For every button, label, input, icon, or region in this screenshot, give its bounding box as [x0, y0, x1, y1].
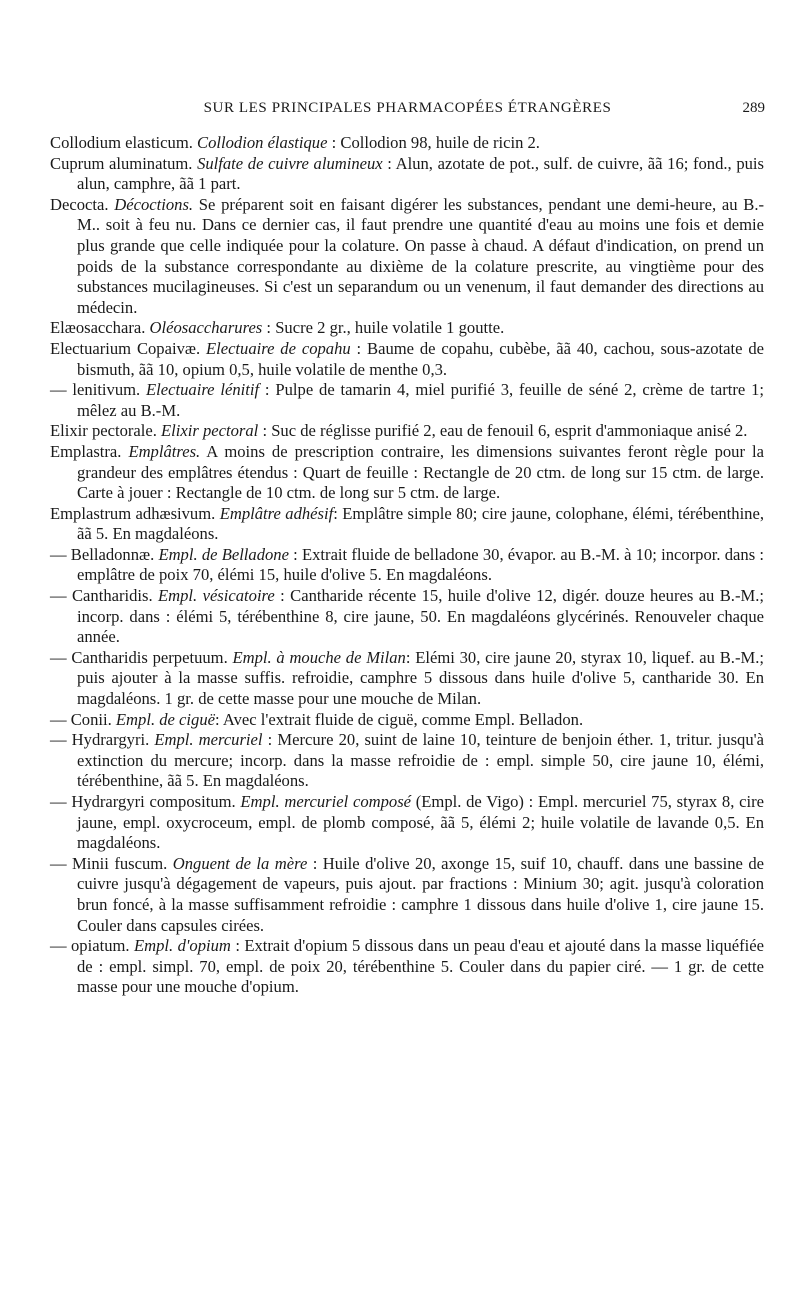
entry-text: : Elémi 30, cire jaune 20, styrax 10, liquef. au B.-M.; puis ajouter à la masse suffis. refroidie, camphre 5 dissous dans huile d'olive 5, cantharide 30. En magdaléons. 1 gr. de cette masse pour une mouche de Milan.: [77, 647, 764, 709]
entry-lead: Emplastra.: [50, 441, 129, 461]
page-body: [50, 133, 764, 998]
entry-french-name: Empl. d'opium: [133, 936, 231, 956]
entry-electuarium-copaivae: [50, 339, 764, 380]
entry-lead: — Cantharidis perpetuum.: [50, 647, 233, 667]
entry-emplastrum-adhaesivum: [50, 504, 764, 545]
entry-lead: — opiatum.: [50, 936, 134, 956]
entry-lead: — Conii.: [50, 709, 116, 729]
entry-hydrargyri-compositum: [50, 792, 764, 854]
entry-cantharidis: [50, 586, 764, 648]
entry-text: : Sucre 2 gr., huile volatile 1 goutte.: [262, 318, 505, 338]
entry-french-name: Empl. de Belladone: [158, 544, 289, 564]
page-header: [50, 98, 765, 122]
entry-lead: — Minii fuscum.: [50, 853, 173, 873]
entry-french-name: Empl. vésicatoire: [158, 586, 275, 606]
entry-collodium-elasticum: [50, 133, 764, 154]
entry-lead: Electuarium Copaivæ.: [50, 338, 206, 358]
entry-text: Se préparent soit en faisant digérer les substances, pendant une demi-heure, au B.-M.. soit à feu nu. Dans ce dernier cas, il faut prendre une quantité d'eau au moins une fois et demie plus grande que celle indiquée pour la colature. On passe à chaud. A défaut d'indication, on prend un poids de la substance correspondante au dixième de la colature prescrite, au vingtième pour des substances mucilagineuses. Si c'est un separandum ou un venenum, il faut demander des directions au médecin.: [77, 194, 764, 317]
entry-french-name: Emplâtre adhésif: [219, 503, 334, 523]
entry-opiatum: [50, 936, 764, 998]
entry-text: : Baume de copahu, cubèbe, ãã 40, cachou, sous-azotate de bismuth, ãã 10, opium 0,5, huile volatile de menthe 0,3.: [77, 338, 764, 379]
entry-elaeosacchara: [50, 318, 764, 339]
entry-minii-fuscum: [50, 854, 764, 936]
entry-french-name: Emplâtres.: [128, 441, 201, 461]
entry-lead: Elæosacchara.: [50, 318, 150, 338]
entry-belladonnae: [50, 545, 764, 586]
entry-text: : Collodion 98, huile de ricin 2.: [327, 133, 540, 152]
running-head: SUR LES PRINCIPALES PHARMACOPÉES ÉTRANGÈRES: [203, 100, 612, 116]
entry-french-name: Electuaire de copahu: [205, 338, 351, 358]
entry-french-name: Empl. à mouche de Milan: [232, 647, 406, 667]
page-number: 289: [742, 100, 765, 116]
entry-lead: — Hydrargyri compositum.: [50, 792, 241, 811]
entry-text: (Empl. de Vigo) : Empl. mercuriel 75, styrax 8, cire jaune, empl. oxycroceum, empl. de plomb composé, ãã 5, élémi 2; huile volatile de lavande 0,5. En magdaléons.: [77, 792, 764, 853]
entry-french-name: Collodion élastique: [197, 133, 328, 152]
entry-elixir-pectorale: [50, 421, 764, 442]
entry-text: : Suc de réglisse purifié 2, eau de fenouil 6, esprit d'ammoniaque anisé 2.: [258, 421, 748, 441]
entry-text: : Cantharide récente 15, huile d'olive 12, digér. douze heures au B.-M.; incorp. dans : élémi 5, térébenthine 8, cire jaune, 50. En magdaléons glycérinés. Renouveler chaque année.: [77, 586, 764, 647]
entry-text: : Extrait fluide de belladone 30, évapor. au B.-M. à 10; incorpor. dans : emplâtre de poix 70, élémi 15, huile d'olive 5. En magdaléons.: [77, 544, 764, 585]
entry-text: A moins de prescription contraire, les dimensions suivantes feront règle pour la grandeur des emplâtres étendus : Quart de feuille : Rectangle de 20 ctm. de long sur 15 ctm. de large. Carte à jouer : Rectangle de 10 ctm. de long sur 5 ctm. de large.: [77, 441, 764, 503]
entry-french-name: Oléosaccharures: [149, 318, 263, 338]
entry-text: : Alun, azotate de pot., sulf. de cuivre, ãã 16; fond., puis alun, camphre, ãã 1 part.: [77, 153, 764, 194]
entry-lead: — lenitivum.: [50, 380, 147, 400]
entry-french-name: Empl. mercuriel composé: [240, 792, 412, 811]
entry-text: : Pulpe de tamarin 4, miel purifié 3, feuille de séné 2, crème de tartre 1; mêlez au B.-M.: [77, 380, 764, 420]
entry-french-name: Onguent de la mère: [172, 853, 308, 873]
entry-french-name: Empl. de ciguë: [115, 709, 215, 729]
entry-lenitivum: [50, 380, 764, 421]
entry-lead: Decocta.: [50, 194, 115, 214]
entry-emplastra: [50, 442, 764, 504]
entry-text: : Mercure 20, suint de laine 10, teinture de benjoin éther. 1, tritur. jusqu'à extinction du mercure; incorp. dans la masse refroidie de : empl. simple 50, cire jaune 10, élémi, térébenthine, ãã 5. En magdaléons.: [77, 730, 764, 791]
entry-french-name: Empl. mercuriel: [154, 730, 263, 750]
entry-french-name: Electuaire lénitif: [146, 380, 260, 400]
entry-lead: Emplastrum adhæsivum.: [50, 503, 220, 523]
entry-lead: — Hydrargyri.: [50, 730, 155, 750]
entry-french-name: Elixir pectoral: [161, 421, 259, 441]
entry-lead: Cuprum aluminatum.: [50, 153, 198, 173]
entry-text: : Emplâtre simple 80; cire jaune, colophane, élémi, térébenthine, ãã 5. En magdaléons.: [77, 503, 764, 544]
entry-text: : Avec l'extrait fluide de ciguë, comme Empl. Belladon.: [215, 709, 584, 729]
entry-french-name: Décoctions.: [114, 194, 194, 214]
entry-conii: [50, 710, 764, 731]
entry-cuprum-aluminatum: [50, 154, 764, 195]
entry-lead: — Belladonnæ.: [50, 544, 159, 564]
entry-lead: Collodium elasticum.: [50, 133, 198, 152]
entry-lead: Elixir pectorale.: [50, 421, 162, 441]
entry-lead: — Cantharidis.: [50, 586, 159, 606]
entry-text: : Huile d'olive 20, axonge 15, suif 10, chauff. dans une bassine de cuivre jusqu'à dégagement de vapeurs, puis ajout. par fractions : Minium 30; agit. jusqu'à coloration brun foncé, à la masse suffisamment refroidie : camphre 1 dissous dans huile d'olive 1, cire jaune 15. Couler dans capsules cirées.: [77, 853, 764, 935]
entry-cantharidis-perpetuum: [50, 648, 764, 710]
entry-decocta: [50, 195, 764, 319]
entry-hydrargyri: [50, 730, 764, 792]
entry-french-name: Sulfate de cuivre alumineux: [197, 153, 383, 173]
entry-text: : Extrait d'opium 5 dissous dans un peau d'eau et ajouté dans la masse liquéfiée de : empl. simpl. 70, empl. de poix 20, térébenthine 5. Couler dans du papier ciré. — 1 gr. de cette masse pour une mouche d'opium.: [77, 936, 764, 997]
